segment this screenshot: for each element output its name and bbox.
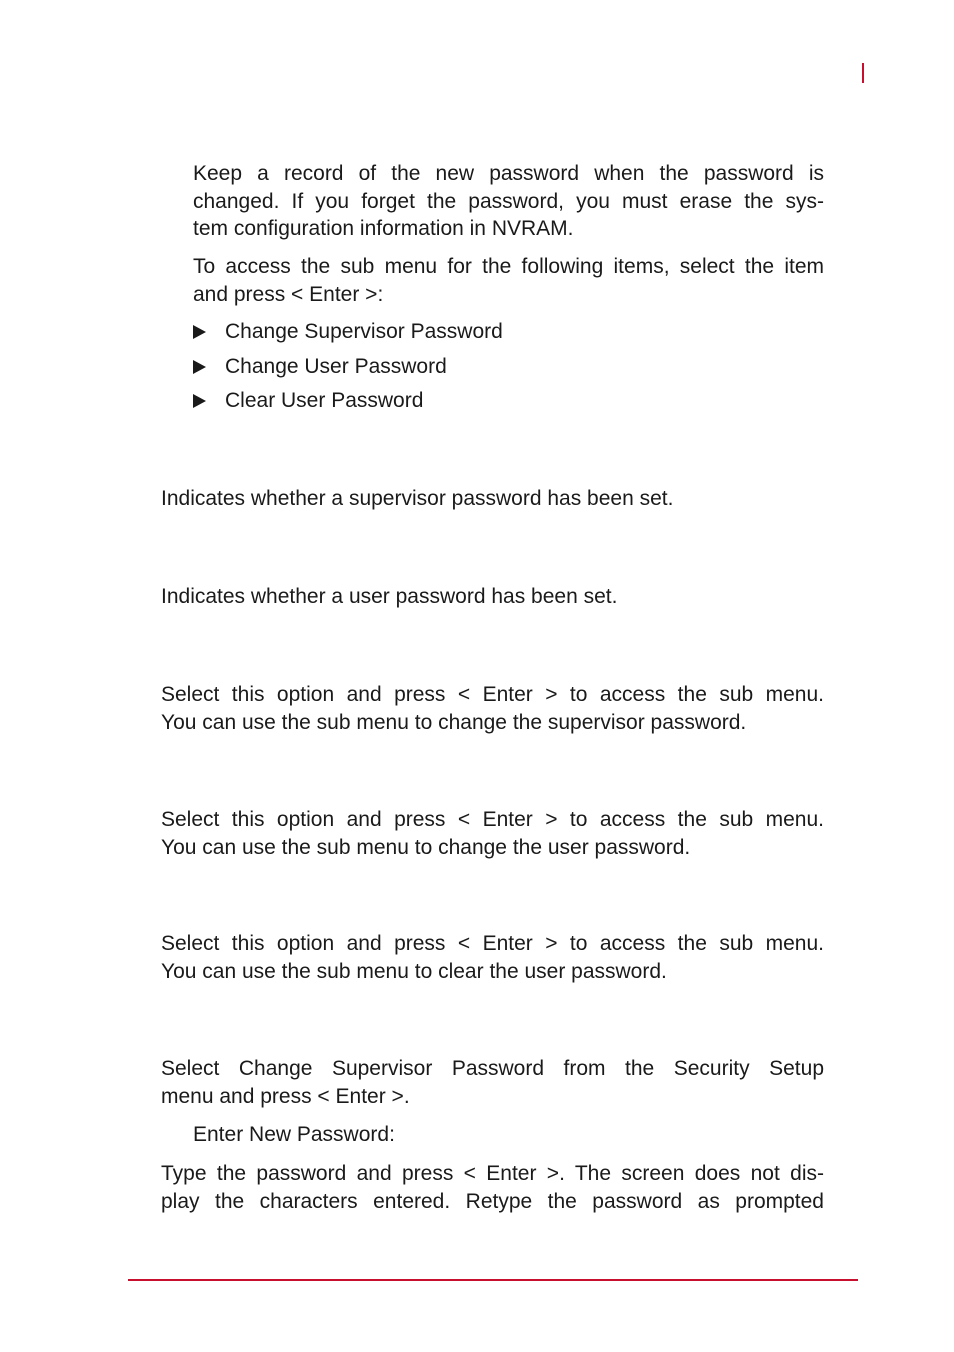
- change-supervisor-password-description: [161, 681, 824, 736]
- procedure-line: menu and press < Enter >.: [161, 1084, 410, 1108]
- procedure-line: Select Change Supervisor Password from the Security Setup: [161, 1057, 824, 1080]
- access-line: and press < Enter >:: [193, 282, 384, 306]
- list-item-label: Clear User Password: [225, 389, 424, 412]
- password-record-note: [193, 160, 824, 243]
- new-password-prompt: Enter New Password:: [193, 1123, 395, 1146]
- note-line: changed. If you forget the password, you must erase the sys-: [193, 189, 824, 213]
- clear-user-password-description: [161, 930, 824, 985]
- note-line: tem configuration information in NVRAM.: [193, 217, 574, 240]
- list-item-label: Change Supervisor Password: [225, 320, 503, 343]
- description-line: Select this option and press < Enter > to access the sub menu.: [161, 808, 824, 831]
- change-supervisor-procedure: [161, 1055, 824, 1110]
- instruction-line: play the characters entered. Retype the password as prompted: [161, 1189, 824, 1213]
- submenu-list: [193, 318, 824, 422]
- type-password-instructions: [161, 1160, 824, 1215]
- access-line: To access the sub menu for the following items, select the item: [193, 255, 824, 278]
- change-user-password-description: [161, 806, 824, 861]
- description-line: Select this option and press < Enter > to access the sub menu.: [161, 932, 824, 955]
- triangle-bullet-icon: [193, 394, 206, 408]
- list-item: [193, 387, 824, 422]
- description-line: Select this option and press < Enter > to access the sub menu.: [161, 683, 824, 706]
- description-line: You can use the sub menu to change the supervisor password.: [161, 710, 747, 734]
- list-item: [193, 353, 824, 388]
- footer-rule: [128, 1279, 858, 1281]
- triangle-bullet-icon: [193, 360, 206, 374]
- triangle-bullet-icon: [193, 325, 206, 339]
- access-instructions: [193, 253, 824, 308]
- description-line: You can use the sub menu to clear the user password.: [161, 959, 667, 983]
- supervisor-password-description: Indicates whether a supervisor password has been set.: [161, 487, 674, 510]
- list-item-label: Change User Password: [225, 354, 447, 378]
- user-password-description: Indicates whether a user password has been set.: [161, 585, 618, 608]
- description-line: You can use the sub menu to change the user password.: [161, 835, 691, 859]
- header-mark: [862, 63, 864, 83]
- instruction-line: Type the password and press < Enter >. The screen does not dis-: [161, 1162, 824, 1185]
- note-line: Keep a record of the new password when the password is: [193, 162, 824, 185]
- list-item: [193, 318, 824, 353]
